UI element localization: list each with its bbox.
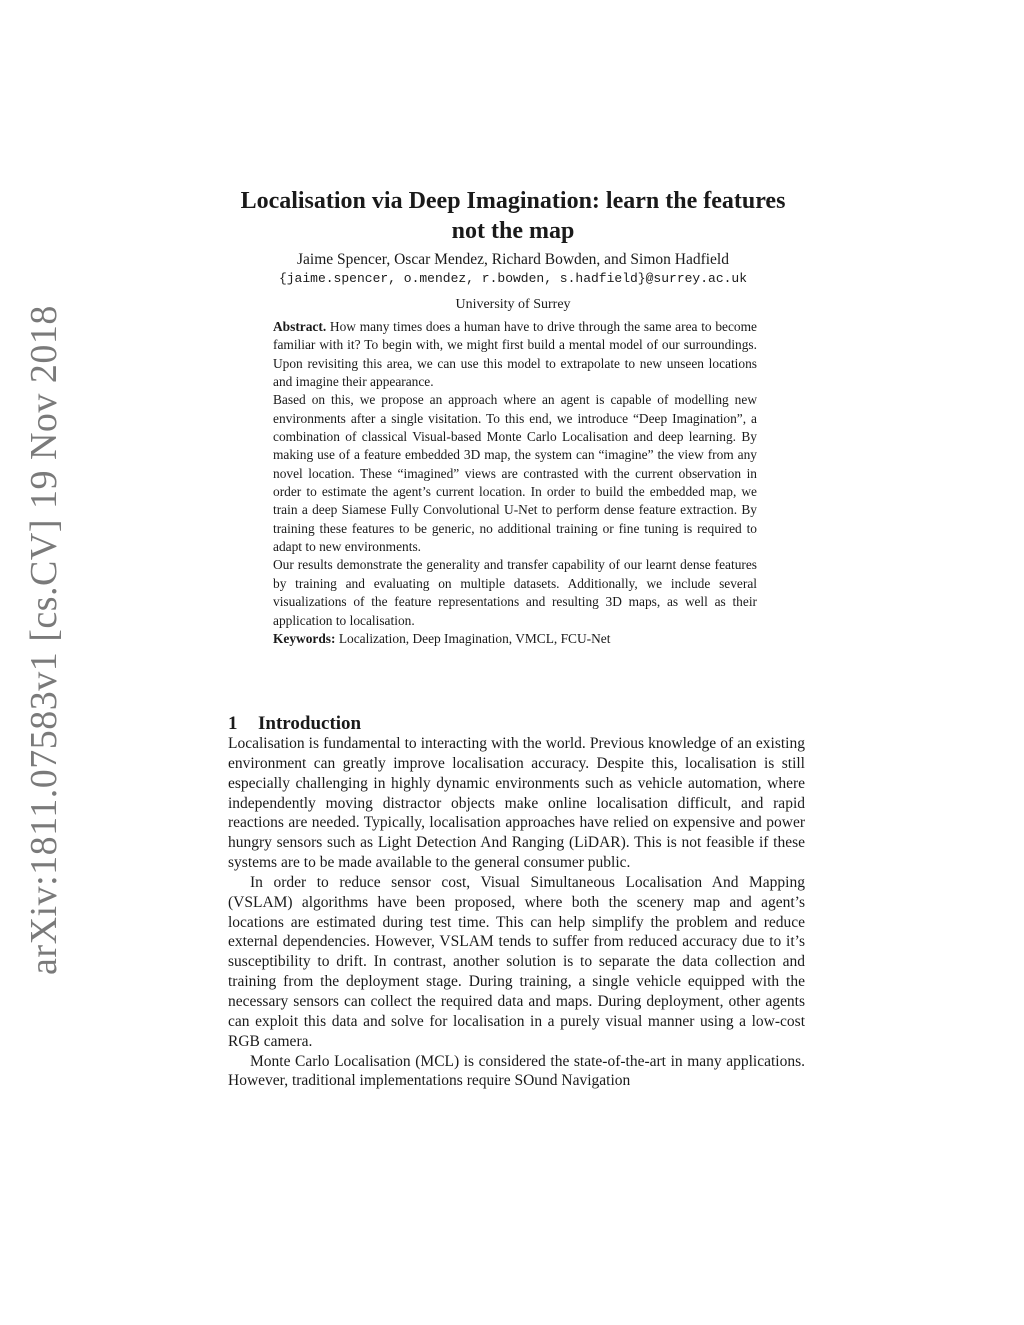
arxiv-identifier-text: arXiv:1811.07583v1 [cs.CV] 19 Nov 2018 bbox=[23, 305, 65, 975]
abstract-paragraph: Our results demonstrate the generality and transfer capability of our learnt dense features by training and evaluating on multiple datasets. Additionally, we include several visualizations of the feature representations and resulting 3D maps, as well as their application to localisation. bbox=[273, 557, 757, 628]
section-number: 1 bbox=[228, 713, 238, 734]
author-list: Jaime Spencer, Oscar Mendez, Richard Bowden, and Simon Hadfield bbox=[297, 251, 729, 268]
body-paragraph: Monte Carlo Localisation (MCL) is considered the state-of-the-art in many applications. However, traditional implementations require SOund Navigation bbox=[228, 1052, 805, 1090]
section-title: Introduction bbox=[258, 713, 362, 734]
abstract-paragraph bbox=[273, 318, 757, 391]
section-body bbox=[228, 734, 805, 1091]
abstract-paragraph-text: How many times does a human have to drive through the same area to become familiar with it? To begin with, we might first build a mental model of our surroundings. Upon revisiting this area, we can use this model to extrapolate to new unseen locations and imagine their appearance. bbox=[273, 319, 757, 390]
author-emails: {jaime.spencer, o.mendez, r.bowden, s.hadfield}@surrey.ac.uk bbox=[278, 271, 748, 286]
abstract-label: Abstract. bbox=[273, 319, 327, 334]
paper-title: Localisation via Deep Imagination: learn the features not the map bbox=[240, 188, 786, 244]
keywords bbox=[273, 630, 757, 648]
abstract bbox=[273, 318, 757, 648]
keywords-text: Localization, Deep Imagination, VMCL, FCU-Net bbox=[338, 630, 611, 646]
affiliation: University of Surrey bbox=[455, 297, 571, 312]
section-heading bbox=[228, 712, 361, 736]
abstract-paragraph: Based on this, we propose an approach where an agent is capable of modelling new environments after a single visitation. To this end, we introduce “Deep Imagination”, a combination of classical Visual-based Monte Carlo Localisation and deep learning. By making use of a feature embedded 3D map, the system can “imagine” the view from any novel location. These “imagined” views are contrasted with the current observation in order to estimate the agent’s current location. In order to build the embedded map, we train a deep Siamese Fully Convolutional U-Net to perform dense feature extraction. By training these features to be generic, no additional training or fine tuning is required to adapt to new environments. bbox=[273, 392, 757, 555]
body-paragraph: Localisation is fundamental to interacting with the world. Previous knowledge of an existing environment can greatly improve localisation accuracy. Despite this, localisation is still especially challenging in highly dynamic environments such as vehicle automation, where independently moving distractor objects make online localisation difficult, and rapid reactions are needed. Typically, localisation approaches have relied on expensive and power hungry sensors such as Light Detection And Ranging (LiDAR). This is not feasible if these systems are to be made available to the general consumer public. bbox=[228, 735, 805, 872]
keywords-label: Keywords: bbox=[273, 630, 336, 646]
body-paragraph: In order to reduce sensor cost, Visual Simultaneous Localisation And Mapping (VSLAM) algorithms have been proposed, where both the scenery map and agent’s locations are estimated during test time. This can help simplify the problem and reduce external dependencies. However, VSLAM tends to suffer from reduced accuracy due to it’s susceptibility to drift. In contrast, another solution is to separate the data collection and training from the deployment stage. During training, a single vehicle equipped with the necessary sensors can collect the required data and maps. During deployment, other agents can exploit this data and solve for localisation in a purely visual manner using a low-cost RGB camera. bbox=[228, 873, 805, 1050]
